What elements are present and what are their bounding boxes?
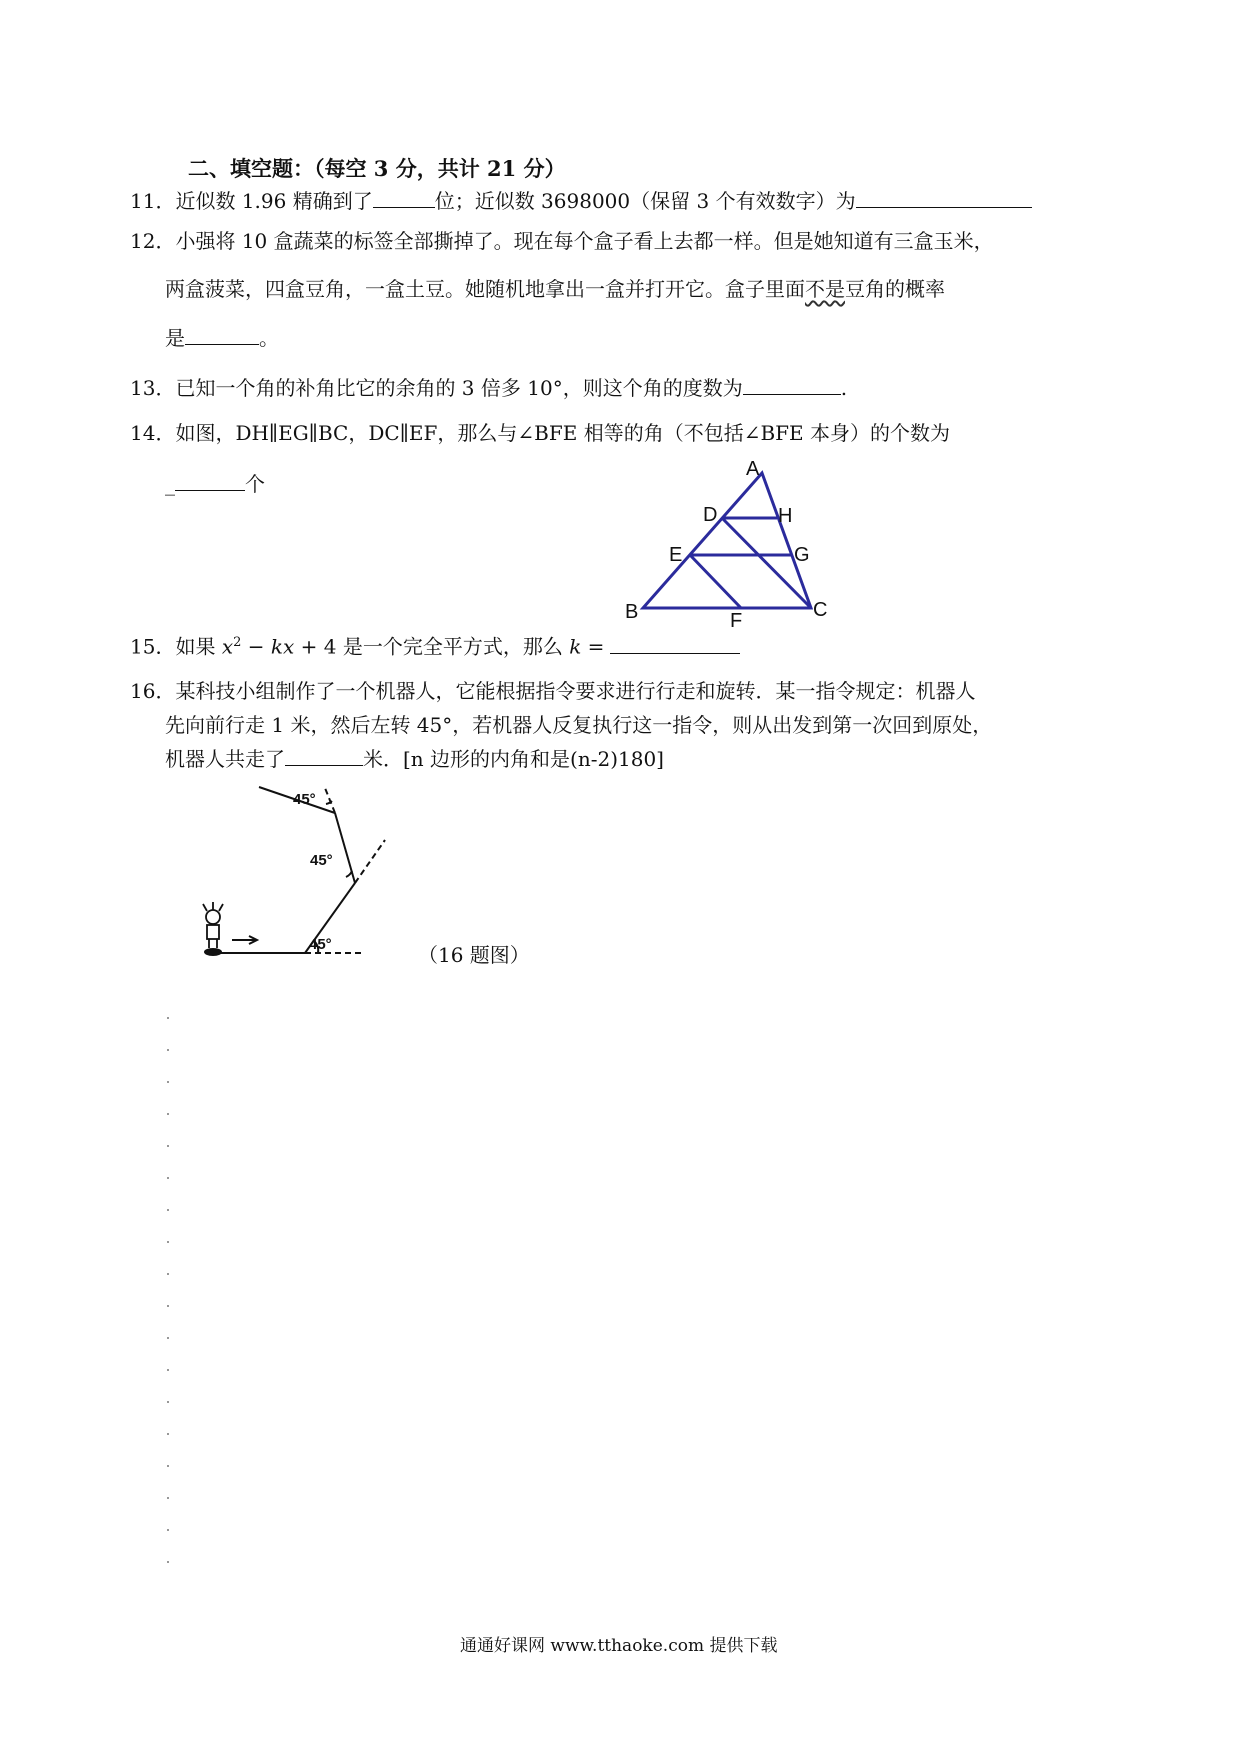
q14-number: 14． xyxy=(130,421,176,445)
question-16-line3 xyxy=(165,745,664,772)
q16-line3b: 米．[n 边形的内角和是(n-2)180] xyxy=(363,747,664,771)
question-15 xyxy=(130,630,740,660)
angle-label-1: 45° xyxy=(309,936,332,953)
q15-number: 15． xyxy=(130,634,176,659)
q11-text-b: 位；近似数 3698000（保留 3 个有效数字）为 xyxy=(434,189,856,213)
margin-dot xyxy=(167,1241,169,1243)
q13-number: 13． xyxy=(130,376,176,400)
q14-prefix: _ xyxy=(165,472,175,496)
margin-dot xyxy=(167,1465,169,1467)
margin-dot xyxy=(167,1497,169,1499)
q12-blank[interactable] xyxy=(185,324,259,345)
q15-kx: kx xyxy=(270,634,295,659)
margin-dot xyxy=(167,1433,169,1435)
q12-number: 12． xyxy=(130,229,176,253)
label-h: H xyxy=(778,505,793,527)
q15-x: x xyxy=(221,634,234,659)
margin-dot xyxy=(167,1305,169,1307)
margin-dot xyxy=(167,1273,169,1275)
angle-label-2: 45° xyxy=(310,852,333,869)
question-12-line3 xyxy=(165,324,279,351)
angle-label-3: 45° xyxy=(293,791,316,808)
q16-blank[interactable] xyxy=(285,745,363,766)
margin-dot xyxy=(167,1049,169,1051)
q12-line1: 小强将 10 盒蔬菜的标签全部撕掉了。现在每个盒子看上去都一样。但是她知道有三盒玉米， xyxy=(175,229,994,253)
question-16-line1 xyxy=(130,678,975,704)
q12-emphasis: 不是 xyxy=(805,277,845,301)
triangle-figure xyxy=(600,455,860,635)
question-14-line2 xyxy=(165,470,265,497)
label-e: E xyxy=(669,544,683,566)
question-12-line1 xyxy=(130,228,994,254)
label-g: G xyxy=(794,544,810,566)
q15-plus: + 4 是一个完全平方式，那么 xyxy=(294,634,570,659)
section-title: 二、填空题：（每空 3 分，共计 21 分） xyxy=(188,156,566,181)
q12-line3a: 是 xyxy=(165,326,185,350)
label-d: D xyxy=(703,504,718,526)
triangle-lines xyxy=(643,473,811,608)
robot-icon xyxy=(203,902,223,956)
margin-dot xyxy=(167,1209,169,1211)
q15-sup: 2 xyxy=(233,635,242,650)
q15-eq: = xyxy=(581,634,605,659)
line-ef xyxy=(690,555,741,608)
q16-line2: 先向前行走 1 米，然后左转 45°，若机器人反复执行这一指令，则从出发到第一次回到原处， xyxy=(165,713,993,737)
question-12-line2 xyxy=(165,276,945,302)
q13-end: . xyxy=(840,376,848,400)
margin-dot xyxy=(167,1177,169,1179)
q11-blank-2[interactable] xyxy=(856,187,1032,208)
angle-arc-2 xyxy=(346,871,352,877)
triangle-abc xyxy=(643,473,811,608)
margin-dot xyxy=(167,1017,169,1019)
label-b: B xyxy=(625,601,639,623)
q12-line2a: 两盒菠菜，四盒豆角，一盒土豆。她随机地拿出一盒并打开它。盒子里面 xyxy=(165,277,805,301)
question-13 xyxy=(130,374,847,401)
margin-dot xyxy=(167,1529,169,1531)
q12-line3b: 。 xyxy=(259,326,279,350)
q15-blank[interactable] xyxy=(610,633,740,654)
question-16-line2 xyxy=(165,712,992,738)
margin-dot xyxy=(167,1337,169,1339)
q15-k: k xyxy=(569,634,582,659)
q14-suffix: 个 xyxy=(245,472,265,496)
label-c: C xyxy=(813,599,828,621)
q11-text-a: 近似数 1.96 精确到了 xyxy=(175,189,373,213)
q13-text: 已知一个角的补角比它的余角的 3 倍多 10°，则这个角的度数为 xyxy=(175,376,743,400)
question-11 xyxy=(130,187,1032,214)
footer-text: 通通好课网 www.tthaoke.com 提供下载 xyxy=(460,1636,778,1656)
label-f: F xyxy=(730,610,743,632)
q11-blank-1[interactable] xyxy=(373,187,435,208)
margin-dot xyxy=(167,1081,169,1083)
dashed-extension-2 xyxy=(355,840,385,883)
q14-line1: 如图，DH∥EG∥BC，DC∥EF，那么与∠BFE 相等的角（不包括∠BFE 本身）的个数为 xyxy=(175,421,950,445)
q16-line1: 某科技小组制作了一个机器人，它能根据指令要求进行行走和旋转．某一指令规定：机器人 xyxy=(175,679,976,703)
margin-dot xyxy=(167,1561,169,1563)
q16-number: 16． xyxy=(130,679,176,703)
margin-dot xyxy=(167,1145,169,1147)
label-a: A xyxy=(746,458,760,480)
q15-pre: 如果 xyxy=(175,634,222,659)
margin-dot xyxy=(167,1369,169,1371)
robot-path-figure xyxy=(195,780,395,965)
q12-line2b: 豆角的概率 xyxy=(845,277,945,301)
margin-dot xyxy=(167,1401,169,1403)
q15-mid: − xyxy=(241,634,271,659)
margin-dot xyxy=(167,1113,169,1115)
q13-blank[interactable] xyxy=(743,374,841,395)
q16-line3a: 机器人共走了 xyxy=(165,747,285,771)
question-14-line1 xyxy=(130,420,950,446)
q11-number: 11． xyxy=(130,189,176,213)
q14-blank[interactable] xyxy=(175,470,245,491)
q16-caption: （16 题图） xyxy=(418,943,530,967)
